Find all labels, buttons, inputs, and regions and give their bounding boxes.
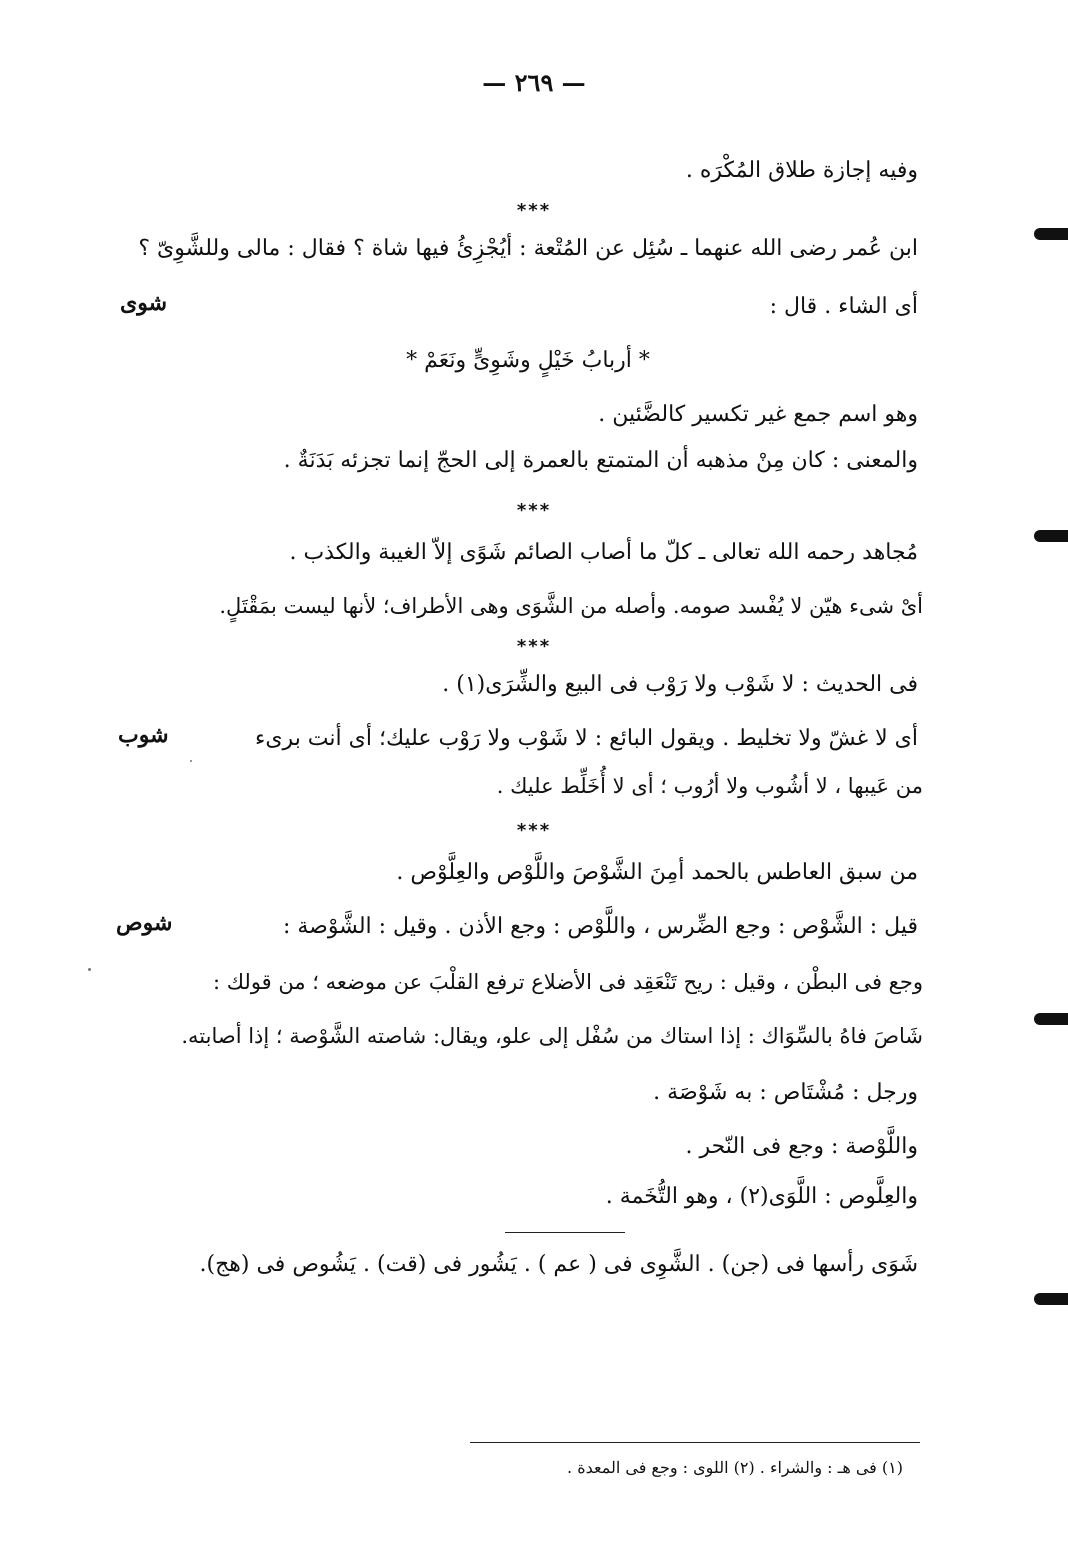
scan-edge-mark (1034, 1013, 1068, 1025)
margin-keyword: شوب (118, 722, 169, 748)
margin-keyword: شوص (116, 910, 173, 936)
separator-stars: *** (516, 820, 552, 841)
text-line: والمعنى : كان مِنْ مذهبه أن المتمتع بالعمرة إلى الحجّ إنما تجزئه بَدَنَةٌ . (283, 448, 918, 473)
text-line: مُجاهد رحمه الله تعالى ـ كلّ ما أصاب الصائم شَوًى إلاّ الغيبة والكذب . (289, 540, 918, 565)
text-line: والعِلَّوص : اللَّوَى(٢) ، وهو التُّخَمة . (605, 1184, 918, 1209)
text-line: أى الشاء . قال : (769, 294, 918, 319)
section-divider (505, 1232, 625, 1233)
margin-keyword: شوى (120, 290, 168, 316)
separator-stars: *** (516, 500, 552, 521)
scan-speck (88, 968, 91, 971)
text-line: أىْ شىء هيّن لا يُفْسد صومه. وأصله من الشَّوَى وهى الأطراف؛ لأنها ليست بمَقْتَلٍ. (219, 594, 923, 618)
footnote-divider (470, 1442, 920, 1443)
text-line: وجع فى البطْن ، وقيل : ريح تَنْعَقِد فى الأضلاع ترفع القلْبَ عن موضعه ؛ من قولك : (212, 970, 923, 994)
text-line: من عَيبها ، لا أشُوب ولا أرُوب ؛ أى لا أُخَلِّط عليك . (496, 774, 923, 798)
text-line: ابن عُمر رضى الله عنهما ـ سُئِل عن المُتْعة : أيُجْزِئُ فيها شاة ؟ فقال : مالى وللشَّوِىّ ؟ (138, 236, 918, 261)
separator-stars: *** (516, 200, 552, 221)
text-line: شَاصَ فاهُ بالسِّوَاك : إذا استاك من سُفْل إلى علو، ويقال: شاصته الشَّوْصة ؛ إذا أصابته. (181, 1024, 923, 1048)
scan-edge-mark (1034, 228, 1068, 240)
text-line: من سبق العاطس بالحمد أمِنَ الشَّوْصَ واللَّوْص والعِلَّوْص . (396, 860, 918, 885)
separator-stars: *** (516, 636, 552, 657)
page-number: — ٢٦٩ — (482, 68, 586, 97)
text-line: قيل : الشَّوْص : وجع الضِّرس ، واللَّوْص : وجع الأذن . وقيل : الشَّوْصة : (282, 914, 918, 939)
text-line: أى لا غشّ ولا تخليط . ويقول البائع : لا شَوْب ولا رَوْب عليك؛ أى أنت برىء (254, 726, 918, 751)
text-line: واللَّوْصة : وجع فى النّحر . (685, 1134, 918, 1159)
cross-reference-line: شَوَى رأسها فى (جن) . الشَّوِى فى ( عم ) . يَشُور فى (قت) . يَشُوص فى (هج). (199, 1252, 918, 1277)
scan-speck (190, 760, 192, 762)
scan-edge-mark (1034, 1293, 1068, 1305)
poetry-verse: * أربابُ خَيْلٍ وشَوِىٍّ ونَعَمْ * (406, 348, 650, 373)
text-line: وهو اسم جمع غير تكسير كالضَّئين . (598, 402, 918, 427)
text-line: ورجل : مُشْتَاص : به شَوْصَة . (653, 1080, 918, 1105)
scan-edge-mark (1034, 530, 1068, 542)
footnotes: (١) فى هـ : والشراء . (٢) اللوى : وجع فى المعدة . (567, 1458, 903, 1477)
text-line: فى الحديث : لا شَوْب ولا رَوْب فى البيع والشِّرَى(١) . (442, 672, 918, 697)
text-line: وفيه إجازة طلاق المُكْرَه . (685, 158, 918, 183)
